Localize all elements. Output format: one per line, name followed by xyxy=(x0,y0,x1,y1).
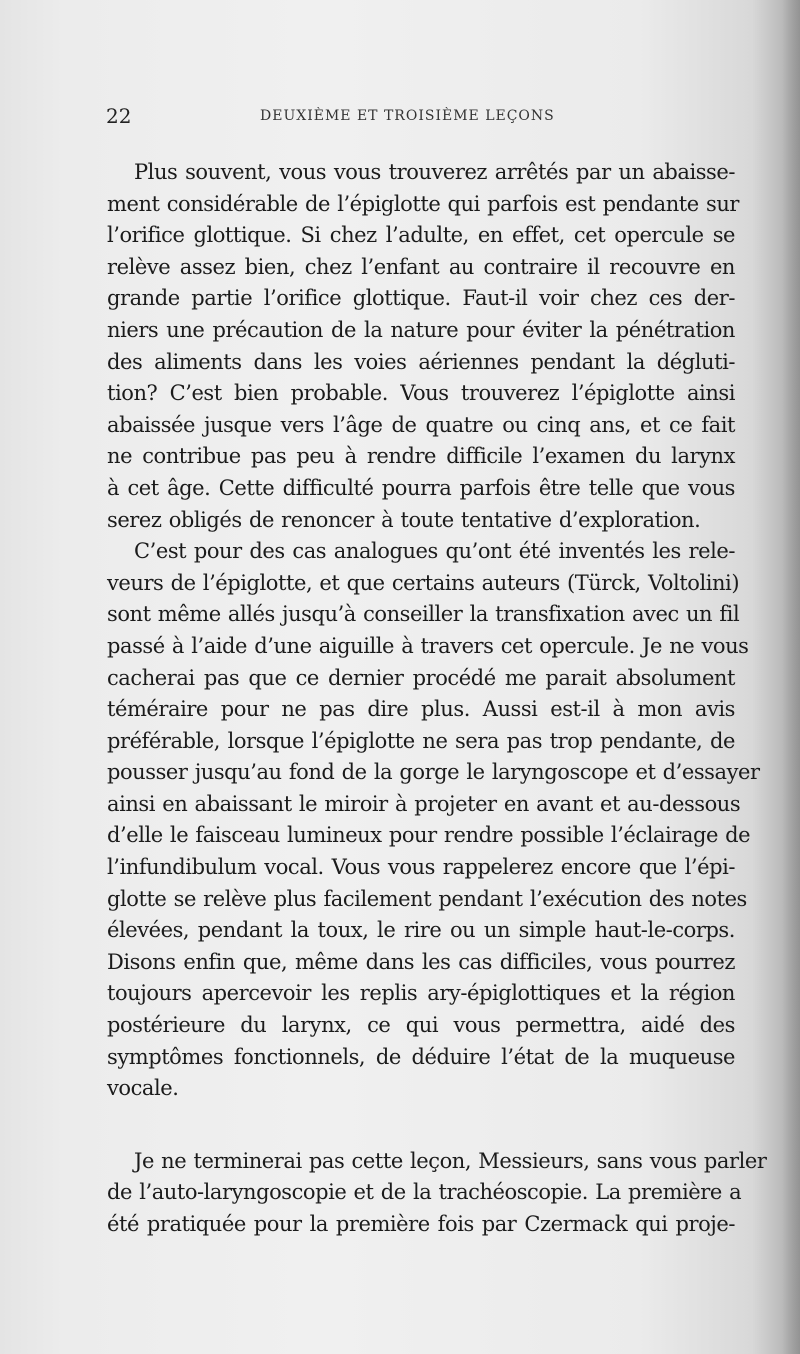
paragraph xyxy=(107,536,760,1105)
text-line: préférable, lorsque l’épiglotte ne sera pas trop pendante, de xyxy=(107,728,735,753)
text-line: abaissée jusque vers l’âge de quatre ou cinq ans, et ce fait xyxy=(107,412,735,437)
text-line: glotte se relève plus facilement pendant l’exécution des notes xyxy=(107,886,747,911)
text-line: été pratiquée pour la première fois par Czermack qui proje- xyxy=(107,1212,735,1236)
text-line: l’orifice glottique. Si chez l’adulte, en effet, cet opercule se xyxy=(107,223,735,248)
text-line: C’est pour des cas analogues qu’ont été inventés les rele- xyxy=(134,539,735,564)
text-line: grande partie l’orifice glottique. Faut-il voir chez ces der- xyxy=(107,286,735,311)
text-line: Plus souvent, vous vous trouverez arrêtés par un abaisse- xyxy=(134,160,735,184)
text-line: de l’auto-laryngoscopie et de la trachéoscopie. La première a xyxy=(107,1180,742,1205)
text-line: à cet âge. Cette difficulté pourra parfois être telle que vous xyxy=(107,475,735,500)
paragraph xyxy=(107,1146,767,1241)
text-line: pousser jusqu’au fond de la gorge le laryngoscope et d’essayer xyxy=(107,760,760,785)
page-edge-shadow xyxy=(782,0,800,1354)
text-line: niers une précaution de la nature pour éviter la pénétration xyxy=(107,317,735,342)
text-line: l’infundibulum vocal. Vous vous rappelerez encore que l’épi- xyxy=(107,855,735,880)
text-line: cacherai pas que ce dernier procédé me parait absolument xyxy=(107,665,735,690)
text-line: vocale. xyxy=(107,1076,179,1101)
text-line: veurs de l’épiglotte, et que certains auteurs (Türck, Voltolini) xyxy=(107,570,740,595)
text-line: serez obligés de renoncer à toute tentative d’exploration. xyxy=(107,507,701,532)
text-line: téméraire pour ne pas dire plus. Aussi est-il à mon avis xyxy=(107,697,735,722)
running-title: DEUXIÈME ET TROISIÈME LEÇONS xyxy=(260,108,555,124)
text-line: symptômes fonctionnels, de déduire l’état de la muqueuse xyxy=(107,1044,735,1069)
text-line: ment considérable de l’épiglotte qui parfois est pendante sur xyxy=(107,191,739,216)
text-line: relève assez bien, chez l’enfant au contraire il recouvre en xyxy=(107,254,735,279)
text-line: ne contribue pas peu à rendre difficile l’examen du larynx xyxy=(107,444,735,469)
text-line: tion? C’est bien probable. Vous trouverez l’épiglotte ainsi xyxy=(107,381,735,406)
text-line: élevées, pendant la toux, le rire ou un simple haut-le-corps. xyxy=(107,918,735,943)
page-header xyxy=(106,104,746,132)
text-line: Disons enfin que, même dans les cas difficiles, vous pourrez xyxy=(107,949,735,974)
text-line: postérieure du larynx, ce qui vous permettra, aidé des xyxy=(107,1013,735,1038)
paragraph xyxy=(107,157,739,536)
page-number: 22 xyxy=(106,104,132,128)
text-line: passé à l’aide d’une aiguille à travers cet opercule. Je ne vous xyxy=(107,633,749,658)
text-line: toujours apercevoir les replis ary-épiglottiques et la région xyxy=(107,981,735,1006)
text-line: ainsi en abaissant le miroir à projeter en avant et au-dessous xyxy=(107,791,741,816)
paragraph-spacer xyxy=(107,1105,735,1146)
text-line: Je ne terminerai pas cette leçon, Messieurs, sans vous parler xyxy=(134,1148,767,1173)
body-text xyxy=(107,157,767,1241)
text-line: sont même allés jusqu’à conseiller la transfixation avec un fil xyxy=(107,602,740,627)
text-line: des aliments dans les voies aériennes pendant la dégluti- xyxy=(107,349,735,374)
text-line: d’elle le faisceau lumineux pour rendre possible l’éclairage de xyxy=(107,823,751,848)
